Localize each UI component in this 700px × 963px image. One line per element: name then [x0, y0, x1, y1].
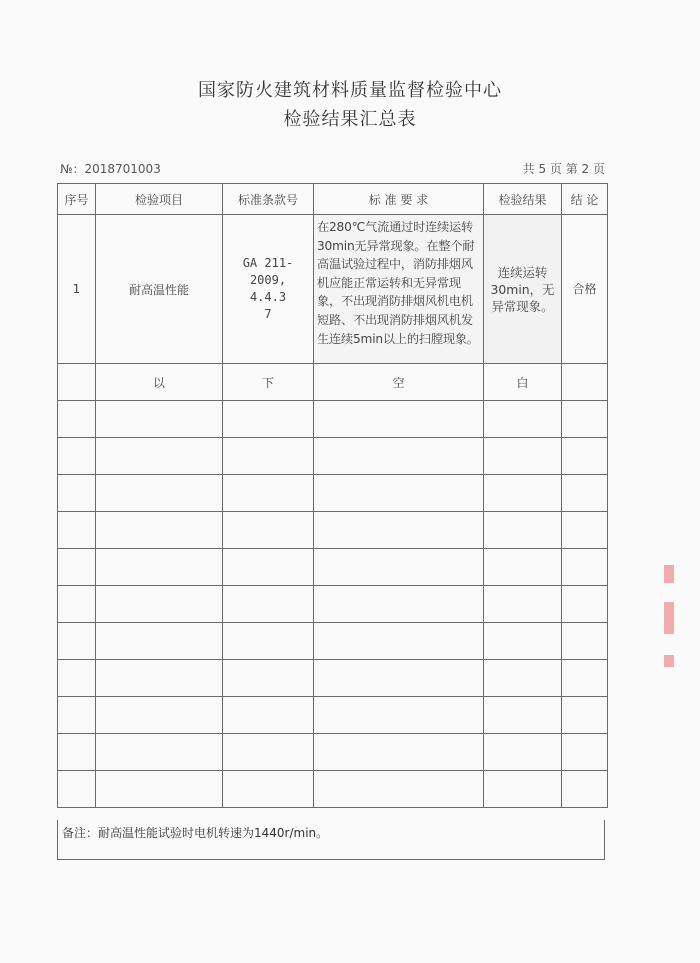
- empty-row: [58, 623, 608, 660]
- seal-fragment: [664, 602, 674, 634]
- column-header: 标 准 要 求: [314, 184, 484, 215]
- results-table: [57, 183, 608, 808]
- clause-line: 2009,: [249, 273, 287, 287]
- seal-fragment: [664, 655, 674, 667]
- column-header: 检验项目: [96, 184, 223, 215]
- empty-row: [58, 438, 608, 475]
- seal-fragment: [664, 565, 674, 583]
- row-number: 1: [58, 215, 96, 364]
- clause-line: 7: [264, 307, 272, 321]
- test-item: 耐高温性能: [96, 215, 223, 364]
- test-result: 连续运转30min，无异常现象。: [484, 215, 562, 364]
- table-row: [58, 215, 608, 364]
- blank-marker: 白: [484, 364, 562, 401]
- report-number: №：2018701003: [60, 162, 161, 176]
- standard-requirement: 在280℃气流通过时连续运转30min无异常现象。在整个耐高温试验过程中，消防排烟风机应能正常运转和无异常现象，不出现消防排烟风机电机短路、不出现消防排烟风机发生连续5min以上的扫膛现象。: [314, 215, 484, 364]
- empty-row: [58, 586, 608, 623]
- clause-line: 4.4.3: [249, 290, 287, 304]
- column-header: 序号: [58, 184, 96, 215]
- blank-marker: 以: [96, 364, 223, 401]
- empty-row: [58, 512, 608, 549]
- remark-note: 备注：耐高温性能试验时电机转速为1440r/min。: [57, 820, 605, 860]
- document-subtitle: 检验结果汇总表: [283, 109, 417, 130]
- empty-row: [58, 734, 608, 771]
- empty-row: [58, 660, 608, 697]
- blank-marker: 下: [223, 364, 314, 401]
- column-header: 结 论: [562, 184, 608, 215]
- blank-marker: 空: [314, 364, 484, 401]
- empty-row: [58, 549, 608, 586]
- clause-line: GA 211-: [242, 256, 294, 270]
- conclusion: 合格: [562, 215, 608, 364]
- empty-row: [58, 475, 608, 512]
- page-info: 共 5 页 第 2 页: [522, 162, 605, 176]
- standard-clause: [223, 215, 314, 364]
- blank-marker-row: [58, 364, 608, 401]
- column-header: 标准条款号: [223, 184, 314, 215]
- empty-row: [58, 771, 608, 808]
- table-header-row: [58, 184, 608, 215]
- document-title: 国家防火建筑材料质量监督检验中心: [198, 80, 502, 101]
- empty-row: [58, 697, 608, 734]
- empty-row: [58, 401, 608, 438]
- column-header: 检验结果: [484, 184, 562, 215]
